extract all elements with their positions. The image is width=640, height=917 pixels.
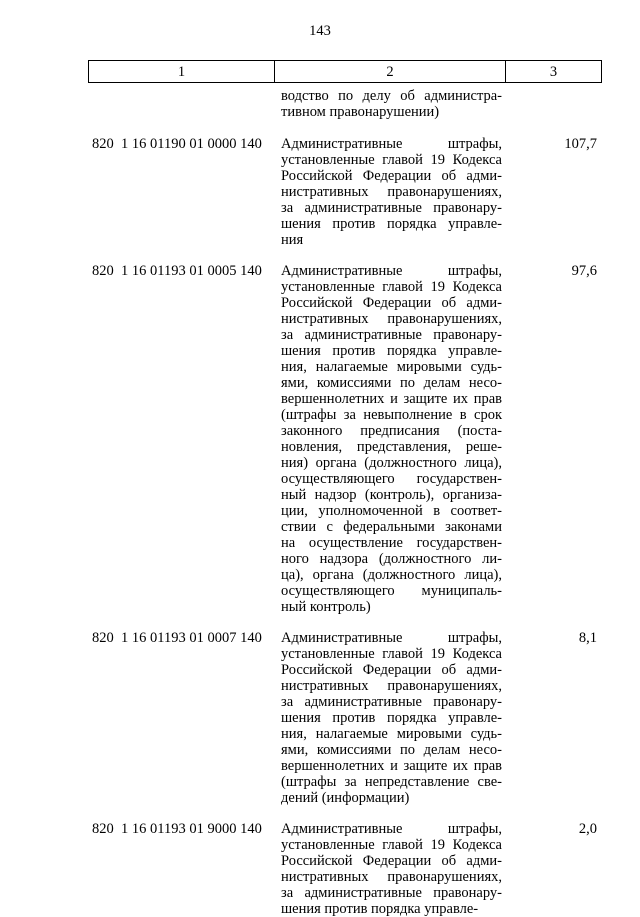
text-line: ный контроль) (281, 599, 371, 615)
text-line: ный надзор (контроль), организа- (281, 487, 502, 503)
text-line: Административные штрафы, (281, 263, 502, 279)
table-rows (0, 136, 640, 917)
text-line: осуществляющего муниципаль- (281, 583, 502, 599)
text-line: ями, комиссиями по делам несо- (281, 742, 502, 758)
text-line: за административные правонару- (281, 694, 502, 710)
text-line: осуществляющего государствен- (281, 471, 502, 487)
column-header-table (88, 60, 602, 83)
text-line: на осуществление государствен- (281, 535, 502, 551)
table-body (0, 88, 640, 917)
row-code: 820 1 16 01190 01 0000 140 (92, 136, 262, 152)
text-line: установленные главой 19 Кодекса (281, 279, 502, 295)
row-description (281, 821, 502, 917)
text-line: установленные главой 19 Кодекса (281, 646, 502, 662)
text-line: Административные штрафы, (281, 821, 502, 837)
row-description (281, 630, 502, 806)
page-number: 143 (309, 23, 331, 39)
text-line: шения против порядка управле- (281, 710, 502, 726)
text-line: тивном правонарушении) (281, 104, 440, 120)
text-line: Российской Федерации об адми- (281, 295, 502, 311)
text-line: шения против порядка управле- (281, 901, 479, 917)
text-line: водство по делу об администра- (281, 88, 502, 104)
continuation-text (281, 88, 502, 120)
table-row (0, 821, 640, 917)
row-amount: 97,6 (571, 263, 597, 279)
row-code: 820 1 16 01193 01 0007 140 (92, 630, 262, 646)
text-line: вершеннолетних и защите их прав (281, 391, 502, 407)
row-code: 820 1 16 01193 01 0005 140 (92, 263, 262, 279)
text-line: ния, налагаемые мировыми судь- (281, 359, 502, 375)
text-line: дений (информации) (281, 790, 410, 806)
text-line: ями, комиссиями по делам несо- (281, 375, 502, 391)
text-line: ния, налагаемые мировыми судь- (281, 726, 502, 742)
text-line: ния (281, 232, 304, 248)
text-line: нистративных правонарушениях, (281, 869, 502, 885)
table-row (0, 136, 640, 248)
row-amount: 107,7 (564, 136, 597, 152)
text-line: установленные главой 19 Кодекса (281, 837, 502, 853)
table-row (0, 630, 640, 806)
row-amount: 8,1 (578, 630, 597, 646)
text-line: нистративных правонарушениях, (281, 311, 502, 327)
continuation-row (0, 88, 640, 120)
row-description (281, 263, 502, 615)
text-line: ного надзора (должностного ли- (281, 551, 502, 567)
text-line: Российской Федерации об адми- (281, 662, 502, 678)
text-line: Российской Федерации об адми- (281, 853, 502, 869)
table-row (0, 263, 640, 615)
text-line: вершеннолетних и защите их прав (281, 758, 502, 774)
text-line: за административные правонару- (281, 327, 502, 343)
text-line: шения против порядка управле- (281, 216, 502, 232)
text-line: ции, уполномоченной в соответ- (281, 503, 502, 519)
text-line: нистративных правонарушениях, (281, 678, 502, 694)
column-header-3: 3 (506, 61, 602, 83)
text-line: (штрафы за невыполнение в срок (281, 407, 502, 423)
column-header-1: 1 (89, 61, 275, 83)
row-description (281, 136, 502, 248)
text-line: (штрафы за непредставление све- (281, 774, 502, 790)
text-line: за административные правонару- (281, 200, 502, 216)
text-line: Административные штрафы, (281, 136, 502, 152)
text-line: Российской Федерации об адми- (281, 168, 502, 184)
row-amount: 2,0 (578, 821, 597, 837)
text-line: законного предписания (поста- (281, 423, 502, 439)
text-line: ствии с федеральными законами (281, 519, 502, 535)
text-line: установленные главой 19 Кодекса (281, 152, 502, 168)
text-line: шения против порядка управле- (281, 343, 502, 359)
text-line: ния) органа (должностного лица), (281, 455, 502, 471)
text-line: нистративных правонарушениях, (281, 184, 502, 200)
text-line: ца), органа (должностного лица), (281, 567, 502, 583)
text-line: Административные штрафы, (281, 630, 502, 646)
row-code: 820 1 16 01193 01 9000 140 (92, 821, 262, 837)
column-header-2: 2 (275, 61, 506, 83)
text-line: новления, представления, реше- (281, 439, 502, 455)
text-line: за административные правонару- (281, 885, 502, 901)
